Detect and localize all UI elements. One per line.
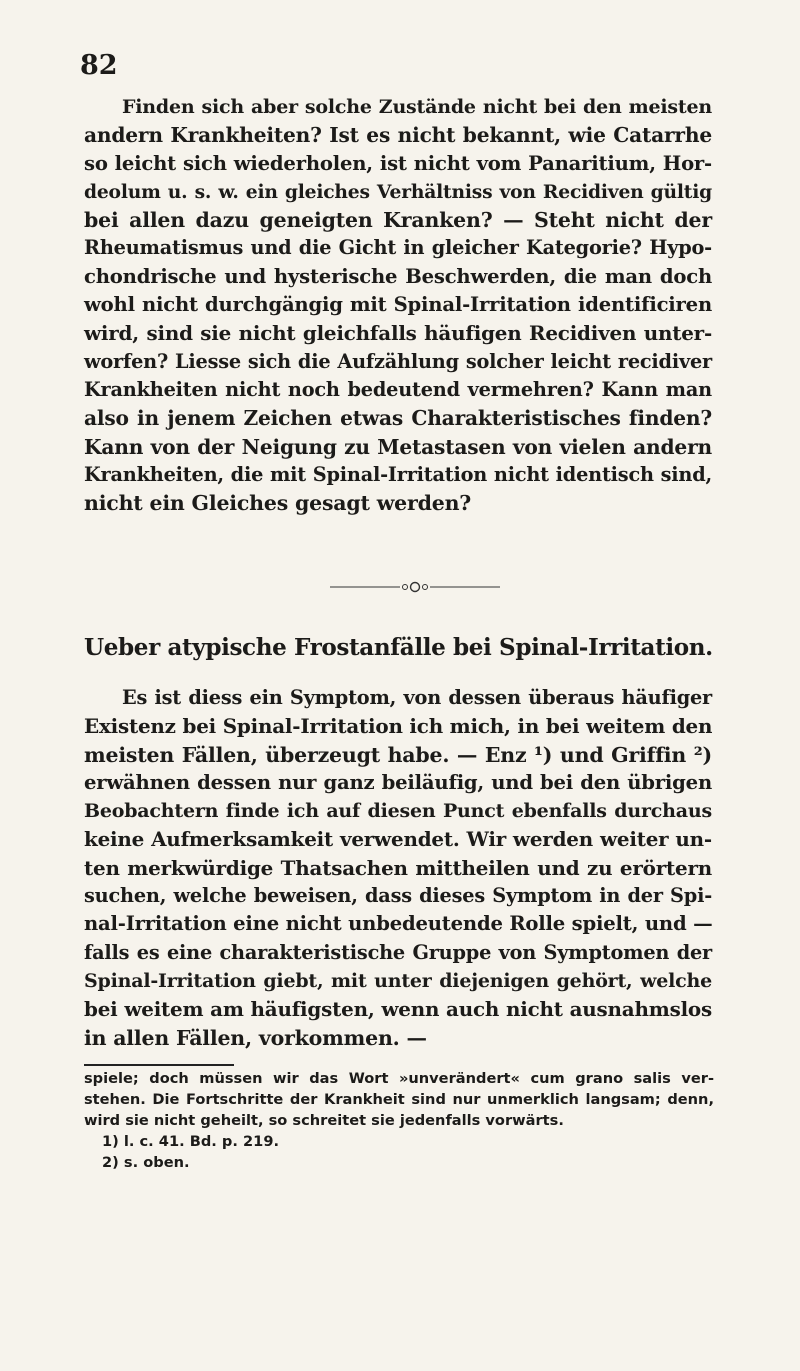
- section-divider-ornament: [330, 580, 500, 594]
- footnote-line: wird sie nicht geheilt, so schreitet sie jedenfalls vorwärts.: [84, 1112, 564, 1129]
- footnote-1: 1) l. c. 41. Bd. p. 219.: [102, 1133, 280, 1150]
- text-line: meisten Fällen, überzeugt habe. — Enz ¹) und Griffin ²): [84, 742, 712, 767]
- text-line: Kann von der Neigung zu Metastasen von vielen andern: [84, 434, 712, 459]
- text-line: in allen Fällen, vorkommen. —: [84, 1025, 427, 1050]
- text-line: nicht ein Gleiches gesagt werden?: [84, 491, 472, 516]
- text-line: bei allen dazu geneigten Kranken? — Steht nicht der: [84, 208, 712, 233]
- footnote-divider: [84, 1064, 234, 1066]
- footnote-2: 2) s. oben.: [102, 1154, 190, 1171]
- text-line: keine Aufmerksamkeit verwendet. Wir werden weiter un-: [84, 827, 712, 852]
- text-line: chondrische und hysterische Beschwerden, die man doch: [84, 264, 712, 288]
- text-line: Es ist diess ein Symptom, von dessen überaus häufiger: [122, 686, 712, 709]
- text-line: Existenz bei Spinal-Irritation ich mich, in bei weitem den: [84, 714, 713, 739]
- text-line: Rheumatismus und die Gicht in gleicher Kategorie? Hypo-: [84, 236, 712, 260]
- text-line: andern Krankheiten? Ist es nicht bekannt, wie Catarrhe: [84, 123, 712, 148]
- page-number: 82: [80, 50, 118, 81]
- text-line: worfen? Liesse sich die Aufzählung solcher leicht recidiver: [84, 349, 712, 373]
- paragraph-1: [84, 93, 712, 517]
- text-line: suchen, welche beweisen, dass dieses Symptom in der Spi-: [84, 884, 712, 908]
- text-line: bei weitem am häufigsten, wenn auch nicht ausnahmslos: [84, 997, 712, 1022]
- text-line: so leicht sich wiederholen, ist nicht vom Panaritium, Hor-: [84, 151, 712, 175]
- text-line: Krankheiten, die mit Spinal-Irritation nicht identisch sind,: [84, 462, 712, 486]
- paragraph-2: [84, 684, 712, 1052]
- text-line: nal-Irritation eine nicht unbedeutende Rolle spielt, und —: [84, 912, 713, 936]
- text-line: erwähnen dessen nur ganz beiläufig, und bei den übrigen: [84, 770, 712, 794]
- footnote-line: spiele; doch müssen wir das Wort »unverändert« cum grano salis ver-: [84, 1070, 714, 1087]
- footnote-line: stehen. Die Fortschritte der Krankheit sind nur unmerklich langsam; denn,: [84, 1091, 714, 1108]
- text-line: wohl nicht durchgängig mit Spinal-Irritation identificiren: [84, 293, 712, 317]
- text-line: Beobachtern finde ich auf diesen Punct ebenfalls durchaus: [84, 800, 712, 823]
- section-heading: Ueber atypische Frostanfälle bei Spinal-Irritation.: [84, 634, 713, 661]
- text-line: ten merkwürdige Thatsachen mittheilen und zu erörtern: [84, 855, 712, 880]
- text-line: deolum u. s. w. ein gleiches Verhältniss von Recidiven gültig: [84, 180, 712, 203]
- footnotes-section: [84, 1068, 714, 1173]
- text-line: Spinal-Irritation giebt, mit unter diejenigen gehört, welche: [84, 969, 712, 992]
- text-line: wird, sind sie nicht gleichfalls häufigen Recidiven unter-: [84, 321, 712, 346]
- text-line: Finden sich aber solche Zustände nicht bei den meisten: [122, 96, 712, 118]
- text-line: also in jenem Zeichen etwas Charakteristisches finden?: [84, 406, 712, 431]
- text-line: falls es eine charakteristische Gruppe von Symptomen der: [84, 940, 712, 964]
- text-line: Krankheiten nicht noch bedeutend vermehren? Kann man: [84, 377, 712, 401]
